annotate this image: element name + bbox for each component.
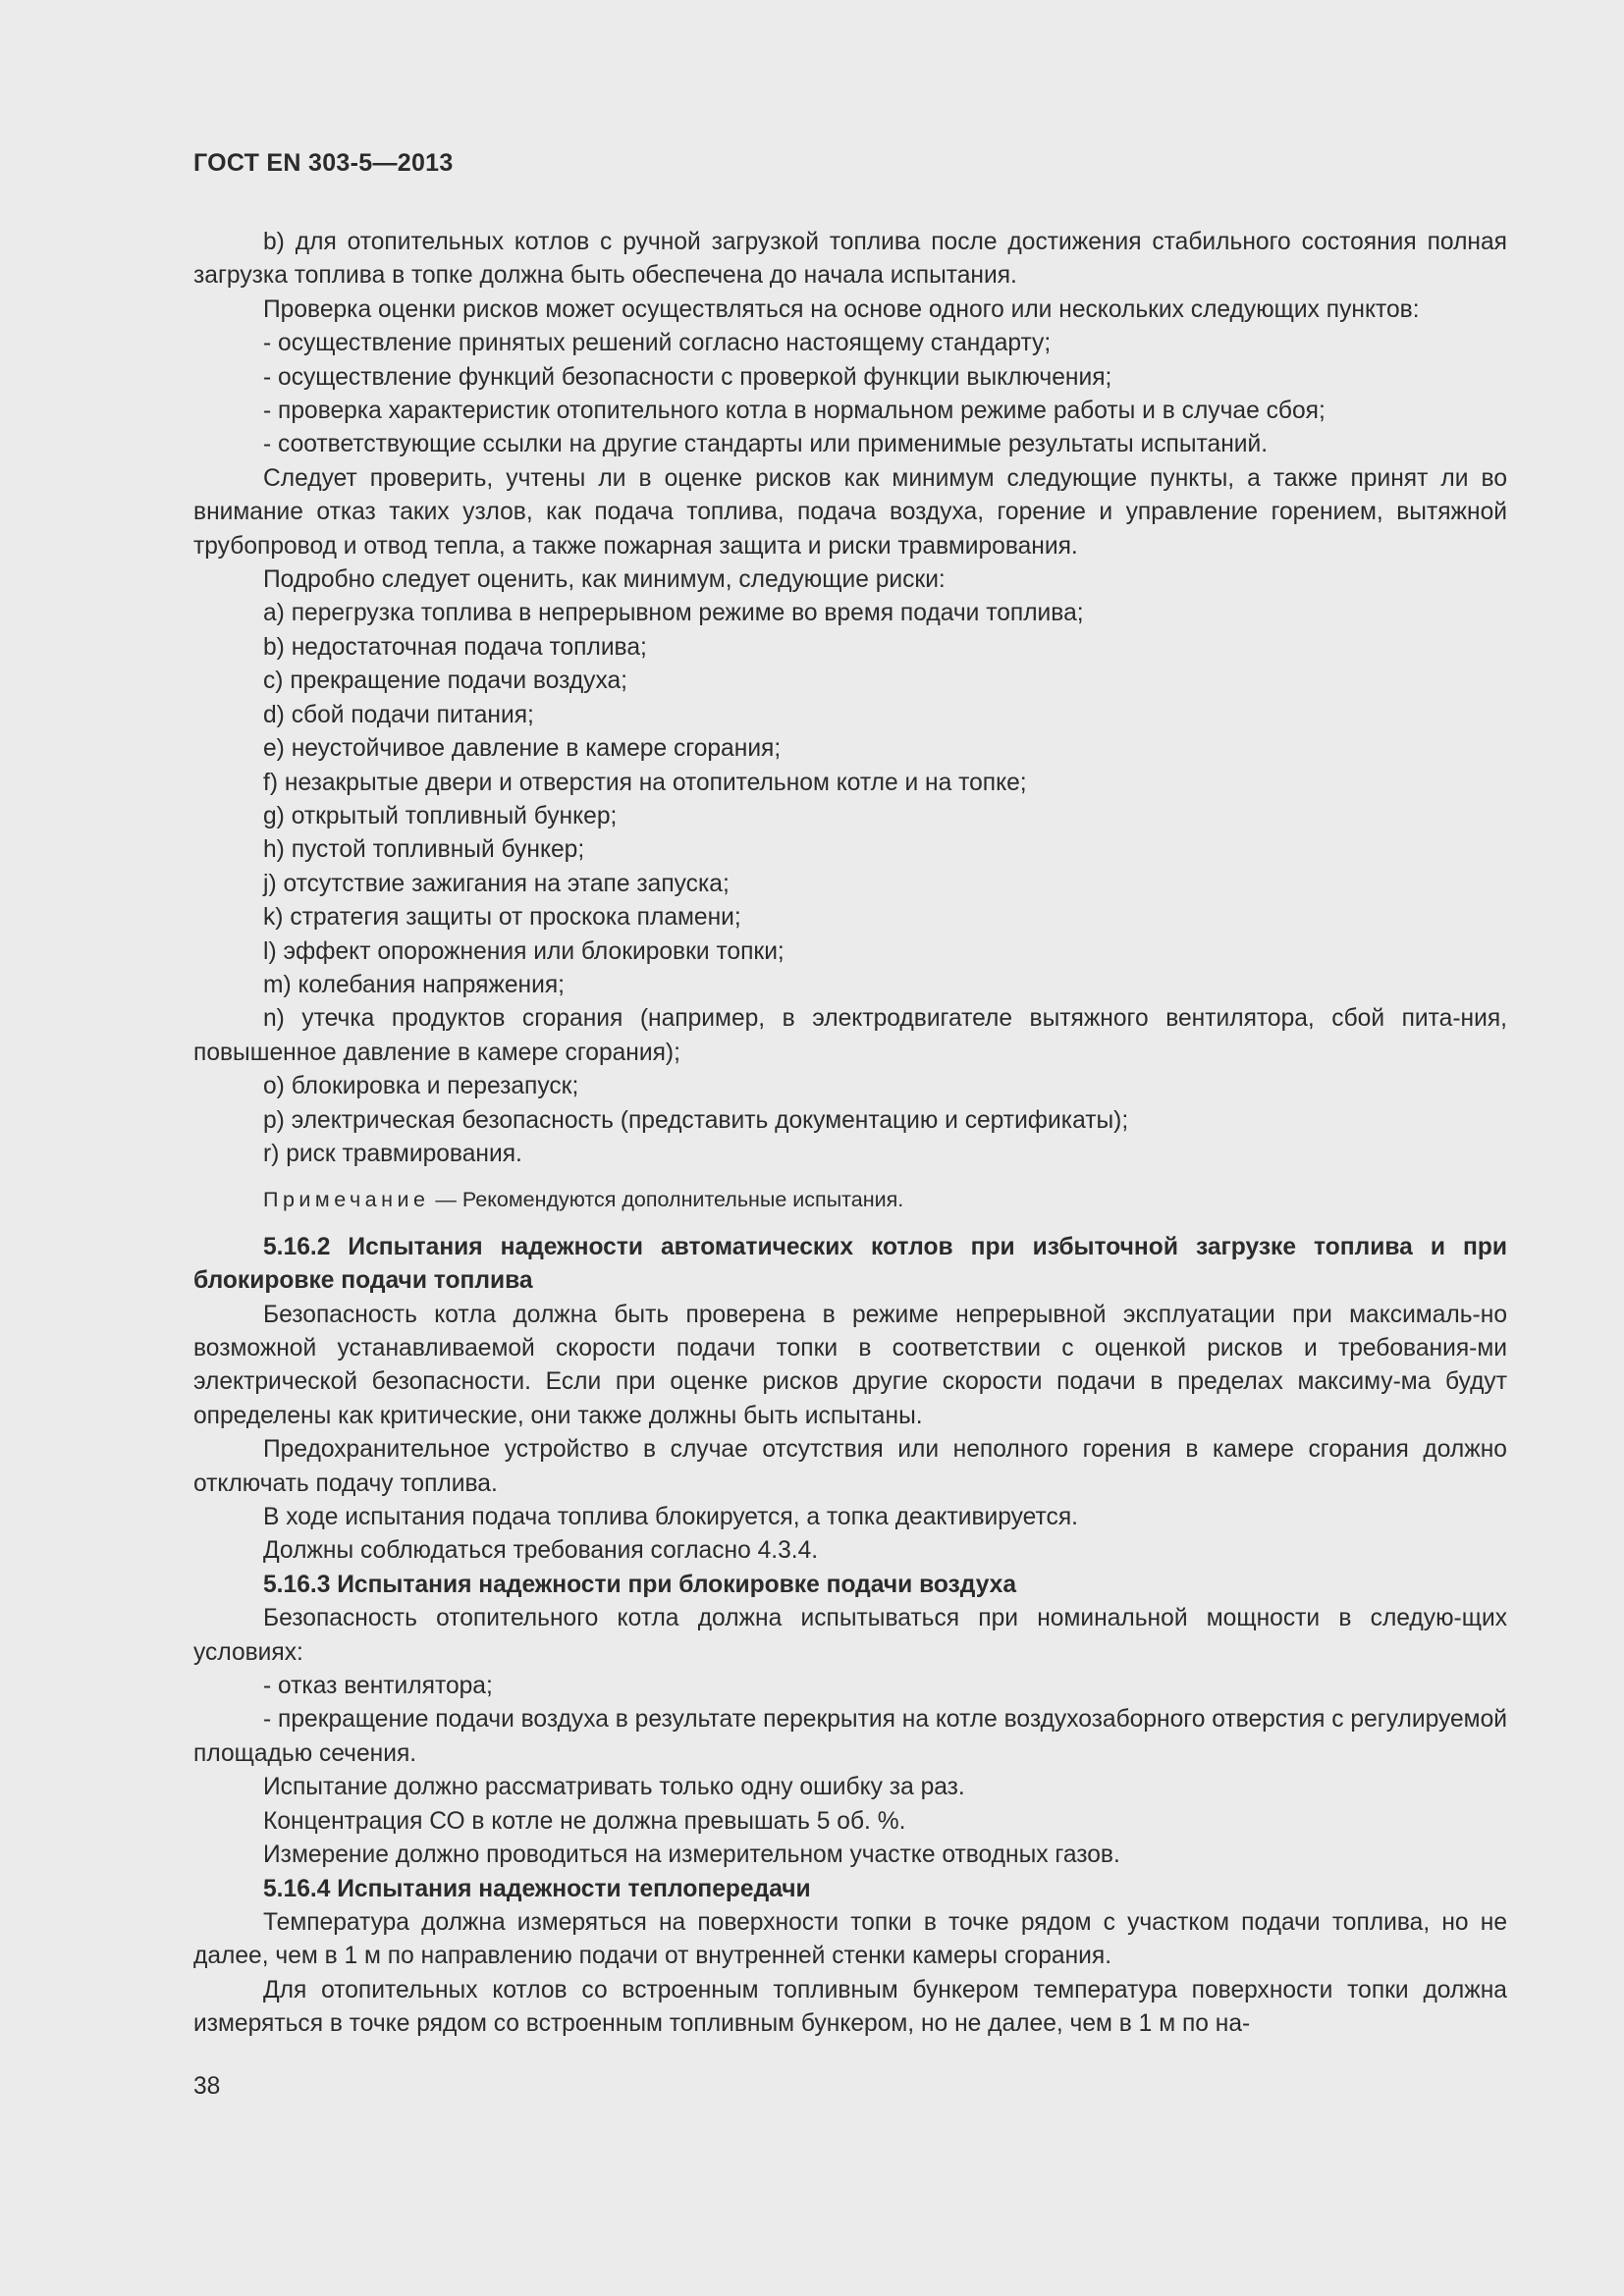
- paragraph: Температура должна измеряться на поверхности топки в точке рядом с участком подачи топлива, но не далее, чем в 1 м по направлению подачи от внутренней стенки камеры сгорания.: [193, 1908, 1507, 1970]
- paragraph: Концентрация СО в котле не должна превышать 5 об. %.: [263, 1807, 906, 1835]
- list-item: - отказ вентилятора;: [263, 1673, 493, 1700]
- paragraph: Следует проверить, учтены ли в оценке рисков как минимум следующие пункты, а также принят ли во внимание отказ таких узлов, как подача топлива, подача воздуха, горение и управление горением, вытяжной трубопровод и отвод тепла, а также пожарная защита и риски травмирования.: [193, 464, 1507, 560]
- paragraph: В ходе испытания подача топлива блокируется, а топка деактивируется.: [263, 1504, 1078, 1531]
- list-item: g) открытый топливный бункер;: [263, 802, 618, 829]
- list-item: - осуществление функций безопасности с проверкой функции выключения;: [263, 363, 1112, 391]
- list-item: d) сбой подачи питания;: [263, 701, 534, 728]
- list-item: - соответствующие ссылки на другие стандарты или применимые результаты испытаний.: [263, 431, 1269, 458]
- paragraph: Измерение должно проводиться на измерительном участке отводных газов.: [263, 1842, 1120, 1869]
- list-item: c) прекращение подачи воздуха;: [263, 667, 628, 695]
- list-item: h) пустой топливный бункер;: [263, 836, 585, 864]
- list-item: r) риск травмирования.: [263, 1140, 522, 1167]
- page-number: 38: [193, 2073, 221, 2100]
- list-item: a) перегрузка топлива в непрерывном режиме во время подачи топлива;: [263, 600, 1084, 627]
- list-item: k) стратегия защиты от проскока пламени;: [263, 904, 741, 932]
- list-item: l) эффект опорожнения или блокировки топки;: [263, 937, 785, 965]
- note-label: Примечание: [263, 1188, 430, 1212]
- section-heading: 5.16.4 Испытания надежности теплопередачи: [263, 1875, 811, 1902]
- list-item: o) блокировка и перезапуск;: [263, 1073, 579, 1100]
- list-item: m) колебания напряжения;: [263, 971, 566, 998]
- list-item: - осуществление принятых решений согласно настоящему стандарту;: [263, 330, 1052, 357]
- section-heading: 5.16.2 Испытания надежности автоматических котлов при избыточной загрузке топлива и при блокировке подачи топлива: [193, 1233, 1507, 1295]
- note: [193, 1183, 1507, 1216]
- paragraph: Должны соблюдаться требования согласно 4.3.4.: [263, 1537, 819, 1565]
- list-item-wrapped: n) утечка продуктов сгорания (например, в электродвигателе вытяжного вентилятора, сбой пита-ния, повышенное давление в камере сгорания);: [193, 1005, 1507, 1066]
- list-item-wrapped: - прекращение подачи воздуха в результате перекрытия на котле воздухозаборного отверстия с регулируемой площадью сечения.: [193, 1706, 1507, 1767]
- list-item: p) электрическая безопасность (представить документацию и сертификаты);: [263, 1106, 1129, 1134]
- document-header: ГОСТ EN 303-5—2013: [193, 149, 454, 177]
- note-text: — Рекомендуются дополнительные испытания.: [429, 1188, 904, 1212]
- list-item: f) незакрытые двери и отверстия на отопительном котле и на топке;: [263, 769, 1027, 796]
- section-heading: 5.16.3 Испытания надежности при блокировке подачи воздуха: [263, 1571, 1017, 1598]
- paragraph: b) для отопительных котлов с ручной загрузкой топлива после достижения стабильного состояния полная загрузка топлива в топке должна быть обеспечена до начала испытания.: [193, 229, 1507, 290]
- list-item: e) неустойчивое давление в камере сгорания;: [263, 735, 782, 763]
- list-item: - проверка характеристик отопительного котла в нормальном режиме работы и в случае сбоя;: [263, 398, 1326, 425]
- paragraph: Проверка оценки рисков может осуществляться на основе одного или нескольких следующих пунктов:: [263, 295, 1420, 323]
- list-item: b) недостаточная подача топлива;: [263, 633, 647, 661]
- paragraph: Предохранительное устройство в случае отсутствия или неполного горения в камере сгорания должно отключать подачу топлива.: [193, 1436, 1507, 1497]
- paragraph: Для отопительных котлов со встроенным топливным бункером температура поверхности топки должна измеряться в точке рядом со встроенным топливным бункером, но не далее, чем в 1 м по на-: [193, 1976, 1507, 2038]
- paragraph: Безопасность отопительного котла должна испытываться при номинальной мощности в следую-щих условиях:: [193, 1605, 1507, 1666]
- document-body: [193, 226, 1507, 2042]
- paragraph: Испытание должно рассматривать только одну ошибку за раз.: [263, 1774, 965, 1801]
- paragraph: Подробно следует оценить, как минимум, следующие риски:: [263, 566, 946, 594]
- paragraph: Безопасность котла должна быть проверена в режиме непрерывной эксплуатации при максималь-но возможной устанавливаемой скорости подачи топки в соответствии с оценкой рисков и требования-ми электрической безопасности. Если при оценке рисков другие скорости подачи в пределах максиму-ма будут определены как критические, они также должны быть испытаны.: [193, 1301, 1507, 1429]
- list-item: j) отсутствие зажигания на этапе запуска;: [263, 870, 730, 897]
